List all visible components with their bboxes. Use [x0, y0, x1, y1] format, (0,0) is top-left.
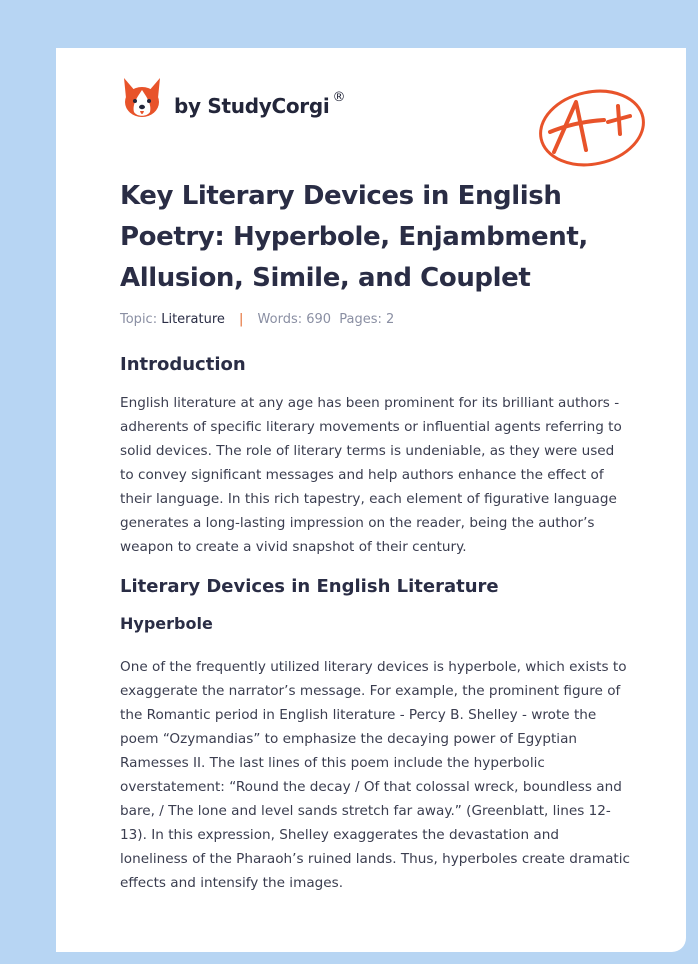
words-label: Words: — [257, 312, 303, 327]
introduction-paragraph: English literature at any age has been prominent for its brilliant authors - adherents of specific literary movements or influential agents referring to solid devices. The role of literary terms is undeniable, as they were used to convey significant messages and help authors enhance the effect of their language. In this rich tapestry, each element of figurative language generates a long-lasting impression on the reader, being the author’s weapon to create a vivid snapshot of their century. — [120, 395, 622, 555]
corgi-logo-icon — [120, 76, 164, 122]
document-meta — [120, 312, 394, 327]
topic-label: Topic: — [120, 312, 158, 327]
hyperbole-paragraph: One of the frequently utilized literary devices is hyperbole, which exists to exaggerate the narrator’s message. For example, the prominent figure of the Romantic period in English literature - Percy B. Shelley - wrote the poem “Ozymandias” to emphasize the decaying power of Egyptian Ramesses II. The last lines of this poem include the hyperbolic overstatement: “Round the decay / Of that colossal wreck, boundless and bare, / The lone and level sands stretch far away.” (Greenblatt, lines 12-13). In this expression, Shelley exaggerates the devastation and loneliness of the Pharaoh’s ruined lands. Thus, hyperboles create dramatic effects and intensify the images. — [120, 659, 631, 891]
pages-count: 2 — [386, 312, 395, 327]
topic-link[interactable]: Literature — [161, 312, 225, 327]
document-title: Key Literary Devices in English Poetry: Hyperbole, Enjambment, Allusion, Simile, and Couplet — [120, 181, 588, 293]
words-count: 690 — [306, 312, 332, 327]
brand-logo[interactable] — [120, 76, 345, 122]
section-heading-introduction: Introduction — [120, 354, 246, 375]
meta-separator: | — [239, 312, 244, 327]
brand-name: by StudyCorgi ® — [174, 90, 346, 118]
a-plus-grade-icon — [536, 86, 648, 170]
section-heading-literary-devices: Literary Devices in English Literature — [120, 576, 499, 597]
header — [120, 76, 660, 146]
pages-label: Pages: — [339, 312, 382, 327]
document-page — [56, 48, 686, 952]
subsection-heading-hyperbole: Hyperbole — [120, 614, 213, 633]
